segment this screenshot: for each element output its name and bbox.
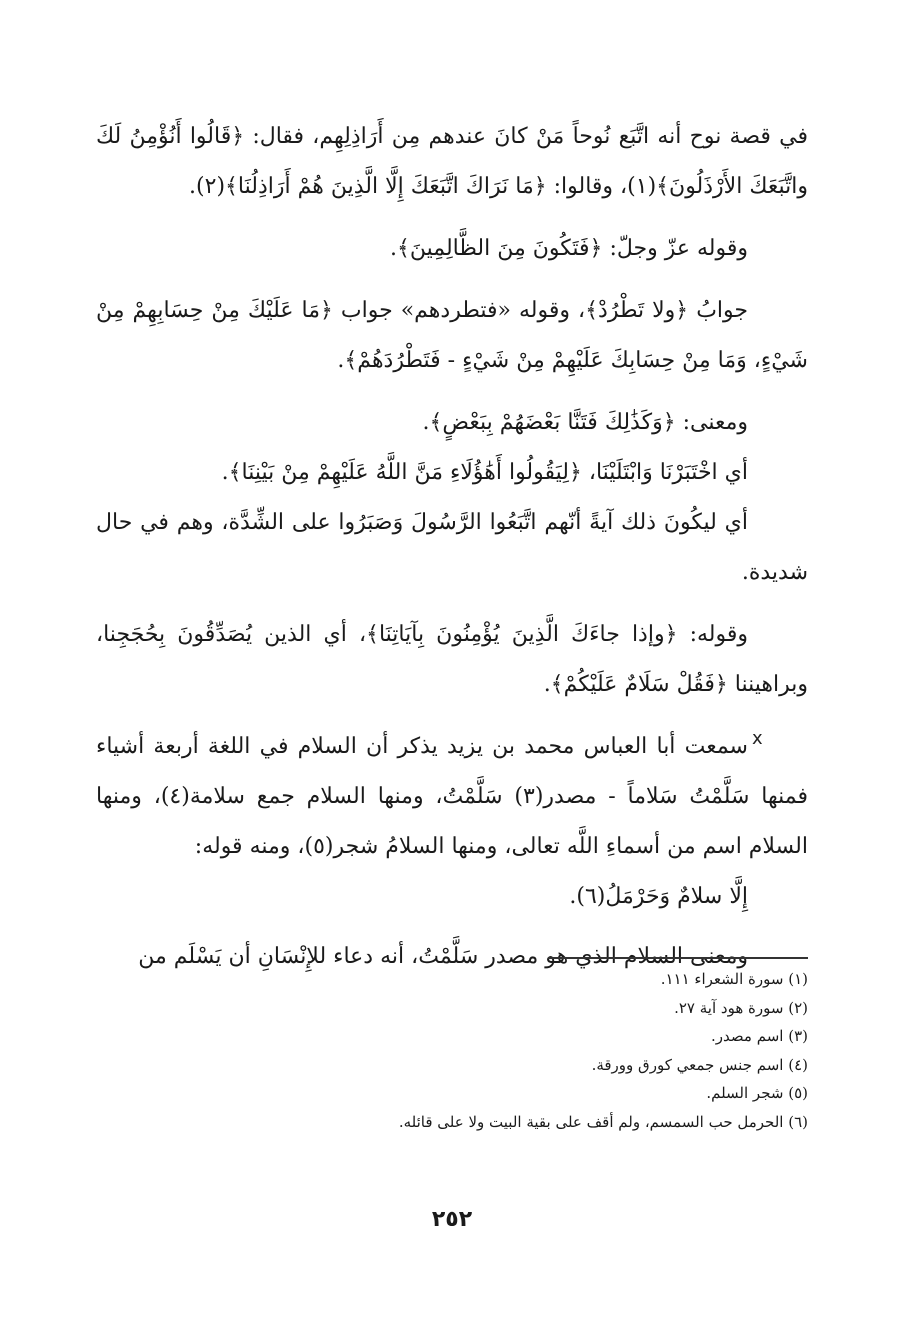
paragraph-9: ومعنى السلام الذي هو مصدر سَلَّمْتُ، أنه دعاء للإِنْسَانِ أن يَسْلَم من xyxy=(138,944,748,969)
footnote-4: (٤) اسم جنس جمعي كورق وورقة. xyxy=(591,1055,808,1074)
paragraph-1: في قصة نوح أنه اتَّبَع نُوحاً مَنْ كانَ عندهم مِن أَرَاذِلِهِم، فقال: ﴿قَالُوا أَنُؤْمِنُ لَكَ واتَّبَعَكَ الأَرْذَلُونَ﴾(١)، وقالوا: ﴿مَا نَرَاكَ اتَّبَعَكَ إِلَّا الَّذِينَ هُمْ أَرَاذِلُنَا﴾(٢). xyxy=(96,124,808,199)
footnote-3: (٣) اسم مصدر. xyxy=(711,1027,808,1045)
footnote-separator xyxy=(548,957,808,959)
paragraph-4: ومعنى: ﴿وَكَذَٰلِكَ فَتَنَّا بَعْضَهُمْ بِبَعْضٍ﴾. xyxy=(422,410,748,435)
paragraph-3: جوابُ ﴿ولا تَطْرُدْ﴾، وقوله «فتطردهم» جواب ﴿مَا عَلَيْكَ مِنْ حِسَابِهِمْ مِنْ شَيْءٍ، وَمَا مِنْ حِسَابِكَ عَلَيْهِمْ مِنْ شَيْءٍ - فَتَطْرُدَهُمْ﴾. xyxy=(96,298,808,373)
main-text xyxy=(96,112,808,994)
footnote-2: (٢) سورة هود آية ٢٧. xyxy=(674,998,808,1017)
footnote-6: (٦) الحرمل حب السمسم، ولم أقف على بقية البيت ولا على قائله. xyxy=(398,1112,808,1131)
paragraph-8: سمعت أبا العباس محمد بن يزيد يذكر أن السلام في اللغة أربعة أشياء فمنها سَلَّمْتُ سَلاماً - مصدر(٣) سَلَّمْتُ، ومنها السلام جمع سلامة(٤)، ومنها السلام اسم من أسماءِ اللَّه تعالى، ومنها السلامُ شجر(٥)، ومنه قوله: xyxy=(96,734,809,859)
paragraph-7: وقوله: ﴿وإذا جاءَكَ الَّذِينَ يُؤْمِنُونَ بِآيَاتِنَا﴾، أي الذين يُصَدِّقُونَ بِحُجَجِنا، وبراهيننا ﴿فَقُلْ سَلَامٌ عَلَيْكُمْ﴾. xyxy=(96,622,808,697)
margin-mark: x xyxy=(752,728,763,749)
page-number: ٢٥٢ xyxy=(431,1207,473,1232)
footnote-5: (٥) شجر السلم. xyxy=(706,1084,808,1102)
verse-line: إِلَّا سلامٌ وَحَرْمَلُ(٦). xyxy=(569,884,748,909)
paragraph-6: أي ليكُونَ ذلك آيةً أنّهم اتَّبَعُوا الرَّسُولَ وَصَبَرُوا على الشِّدَّة، وهم في حال شديدة. xyxy=(96,510,808,585)
paragraph-5: أي اخْتَبَرْنَا وَابْتَلَيْنَا، ﴿لِيَقُولُوا أَهَٰؤُلَاءِ مَنَّ اللَّهُ عَلَيْهِمْ مِنْ بَيْنِنَا﴾. xyxy=(221,460,748,485)
footnote-1: (١) سورة الشعراء ١١١. xyxy=(660,970,808,988)
paragraph-2: وقوله عزّ وجلّ: ﴿فَتَكُونَ مِنَ الظَّالِمِينَ﴾. xyxy=(389,236,748,261)
footnotes xyxy=(248,965,808,1136)
